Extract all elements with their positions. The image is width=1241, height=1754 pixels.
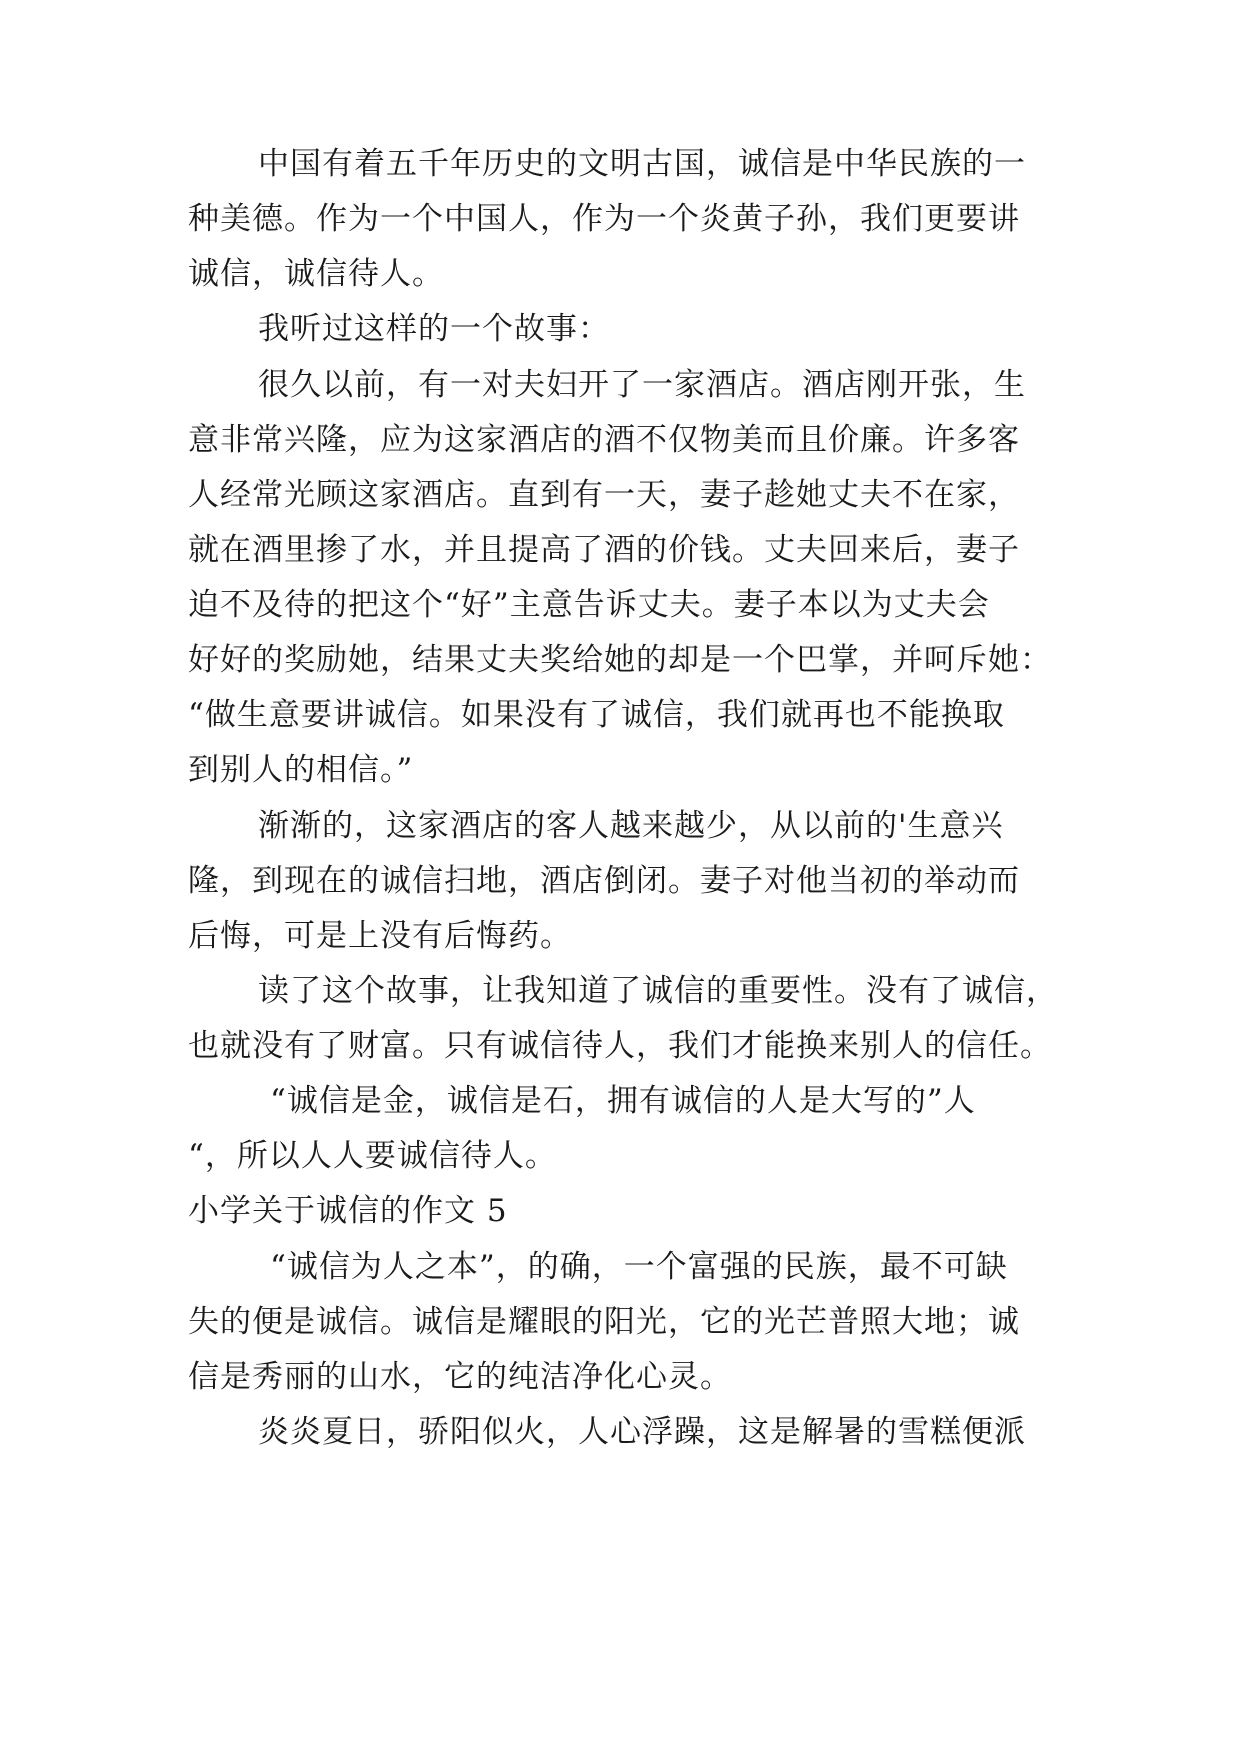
paragraph-line: 种美德。作为一个中国人，作为一个炎黄子孙，我们更要讲 [188, 201, 1020, 237]
section-heading: 小学关于诚信的作文 5 [188, 1193, 508, 1229]
paragraph-line: 意非常兴隆，应为这家酒店的酒不仅物美而且价廉。许多客 [188, 422, 1020, 458]
paragraph-line: 就在酒里掺了水，并且提高了酒的价钱。丈夫回来后，妻子 [188, 532, 1020, 568]
paragraph-line: 中国有着五千年历史的文明古国，诚信是中华民族的一 [258, 146, 1026, 182]
paragraph-line: 迫不及待的把这个“好”主意告诉丈夫。妻子本以为丈夫会 [188, 587, 990, 623]
paragraph-line: 炎炎夏日，骄阳似火，人心浮躁，这是解暑的雪糕便派 [258, 1414, 1026, 1450]
paragraph-line: 信是秀丽的山水，它的纯洁净化心灵。 [188, 1359, 732, 1395]
paragraph-line: 后悔，可是上没有后悔药。 [188, 918, 572, 954]
paragraph-line: 好好的奖励她，结果丈夫奖给她的却是一个巴掌，并呵斥她： [188, 642, 1052, 678]
paragraph-line: 渐渐的，这家酒店的客人越来越少，从以前的'生意兴 [258, 808, 1004, 844]
paragraph-line: “，所以人人要诚信待人。 [188, 1138, 557, 1174]
paragraph-line: 到别人的相信。” [188, 752, 414, 788]
paragraph-line: 很久以前，有一对夫妇开了一家酒店。酒店刚开张，生 [258, 367, 1026, 403]
paragraph-line: 我听过这样的一个故事： [258, 311, 610, 347]
paragraph-line: “诚信是金，诚信是石，拥有诚信的人是大写的”人 [270, 1083, 976, 1119]
paragraph-line: “做生意要讲诚信。如果没有了诚信，我们就再也不能换取 [188, 697, 1005, 733]
paragraph-line: 读了这个故事，让我知道了诚信的重要性。没有了诚信， [258, 973, 1058, 1009]
paragraph-line: 隆，到现在的诚信扫地，酒店倒闭。妻子对他当初的举动而 [188, 863, 1020, 899]
paragraph-line: 人经常光顾这家酒店。直到有一天，妻子趁她丈夫不在家， [188, 477, 1020, 513]
paragraph-line: 也就没有了财富。只有诚信待人，我们才能换来别人的信任。 [188, 1028, 1052, 1064]
paragraph-line: 失的便是诚信。诚信是耀眼的阳光，它的光芒普照大地；诚 [188, 1304, 1020, 1340]
paragraph-line: “诚信为人之本”，的确，一个富强的民族，最不可缺 [270, 1249, 1008, 1285]
paragraph-line: 诚信，诚信待人。 [188, 256, 444, 292]
